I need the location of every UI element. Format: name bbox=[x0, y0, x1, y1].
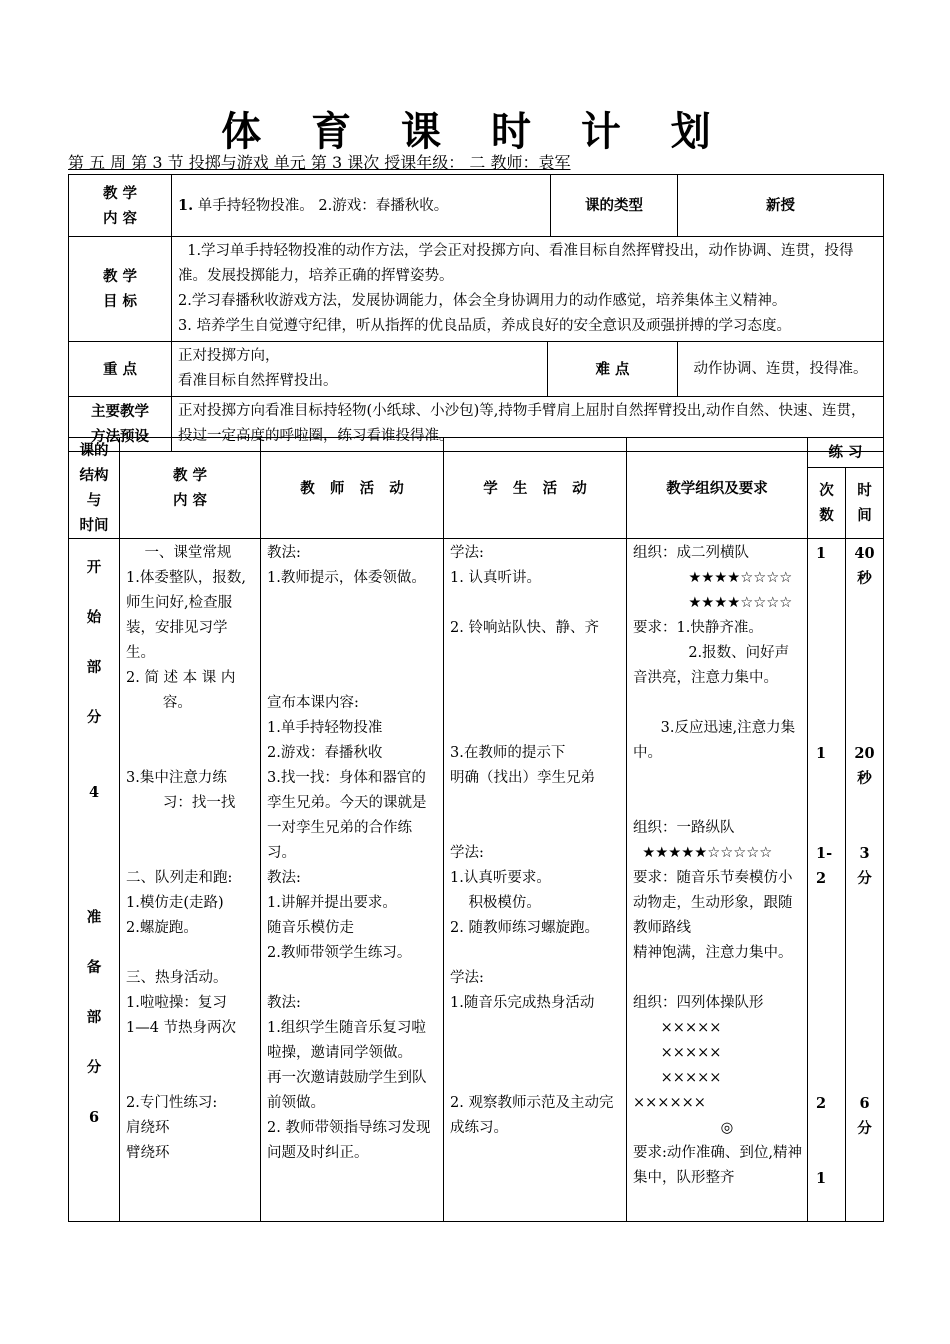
duration-column: 40 秒 20 秒 3 分 6 分 bbox=[846, 539, 884, 1222]
goal-3: 3. 培养学生自觉遵守纪律，听从指挥的优良品质，养成良好的安全意识及顽强拼搏的学习态度。 bbox=[178, 318, 791, 334]
header-times: 次 数 bbox=[808, 468, 846, 539]
difficulty-label: 难 点 bbox=[548, 342, 678, 397]
student-column: 学法: 1. 认真听讲。 2. 铃响站队快、静、齐 3.在教师的提示下 明确（找出）孪生兄弟 学法: 1.认真听要求。 积极模仿。 2. 随教师练习螺旋跑。 学法: 1.随音乐完成热身活动 2. 观察教师示范及主动完成练习。 bbox=[444, 539, 627, 1222]
header-student: 学 生 活 动 bbox=[444, 438, 627, 539]
difficulty-value: 动作协调、连贯，投得准。 bbox=[678, 342, 884, 397]
lesson-type-value: 新授 bbox=[678, 175, 884, 237]
method-value: 正对投掷方向看准目标持轻物(小纸球、小沙包)等,持物手臂肩上屈肘自然挥臂投出,动作自然、快速、连贯，投过一定高度的呼啦圈，练习看谁投得准。 bbox=[172, 397, 884, 452]
times-column: 1 1 1- 2 2 1 bbox=[808, 539, 846, 1222]
lesson-process-table bbox=[68, 437, 884, 1222]
goal-label: 教 学 目 标 bbox=[69, 237, 172, 342]
lesson-overview-table bbox=[68, 174, 884, 452]
structure-column: 开 始 部 分 4 准 备 部 分 6 bbox=[69, 539, 120, 1222]
content-value-text: 单手持轻物投准。 2.游戏：春播秋收。 bbox=[193, 197, 449, 214]
header-organization: 教学组织及要求 bbox=[627, 438, 808, 539]
header-info: 第 五 周 第 3 节 投掷与游戏 单元 第 3 课次 授课年级： 二 教师：袁军 bbox=[68, 153, 571, 172]
method-label: 主要教学 方法预设 bbox=[69, 397, 172, 452]
page-title: 体 育 课 时 计 划 bbox=[221, 109, 729, 155]
header-practice: 练 习 bbox=[808, 438, 884, 468]
goal-value bbox=[172, 237, 884, 342]
teacher-column: 教法: 1.教师提示，体委领做。 宣布本课内容: 1.单手持轻物投准 2.游戏：春播秋收 3.找一找：身体和器官的孪生兄弟。今天的课就是一对孪生兄弟的合作练习。 教法: 1.讲解并提出要求。 随音乐模仿走 2.教师带领学生练习。 教法: 1.组织学生随音乐复习啦啦操，邀请同学领做。 再一次邀请鼓励学生到队前领做。 2. 教师带领指导练习发现问题及时纠正。 bbox=[261, 539, 444, 1222]
goal-2: 2.学习春播秋收游戏方法，发展协调能力，体会全身协调用力的动作感觉，培养集体主义精神。 bbox=[178, 293, 787, 309]
content-value bbox=[172, 175, 551, 237]
content-value-num: 1. bbox=[178, 196, 194, 214]
header-teacher: 教 师 活 动 bbox=[261, 438, 444, 539]
organization-column: 组织：成二列横队 ★★★★☆☆☆☆ ★★★★☆☆☆☆ 要求：1.快静齐准。 2.报数、问好声音洪亮，注意力集中。 3.反应迅速,注意力集中。 组织：一路纵队 ★★★★★☆☆☆☆☆ 要求：随音乐节奏模仿小动物走，生动形象，跟随教师路线 精神饱满，注意力集中。 组织：四列体操队形 ××××× ××××× ××××× ×××××× ◎ 要求:动作准确、到位,精神集中，队形整齐 bbox=[627, 539, 808, 1222]
header-content: 教 学 内 容 bbox=[120, 438, 261, 539]
header-structure: 课的 结构 与 时间 bbox=[69, 438, 120, 539]
content-label: 教 学 内 容 bbox=[69, 175, 172, 237]
goal-1: 1.学习单手持轻物投准的动作方法，学会正对投掷方向、看准目标自然挥臂投出，动作协调、连贯，投得准。发展投掷能力，培养正确的挥臂姿势。 bbox=[178, 243, 854, 284]
header-time: 时 间 bbox=[846, 468, 884, 539]
key-point-label: 重 点 bbox=[69, 342, 172, 397]
content-column: 一、课堂常规 1.体委整队，报数,师生问好,检查服装，安排见习学生。 2. 简 述 本 课 内 容。 3.集中注意力练 习：找一找 二、队列走和跑: 1.模仿走(走路) 2.螺旋跑。 三、热身活动。 1.啦啦操：复习 1—4 节热身两次 2.专门性练习: 肩绕环 臂绕环 bbox=[120, 539, 261, 1222]
lesson-type-label: 课的类型 bbox=[551, 175, 678, 237]
key-point-value: 正对投掷方向， 看准目标自然挥臂投出。 bbox=[172, 342, 548, 397]
